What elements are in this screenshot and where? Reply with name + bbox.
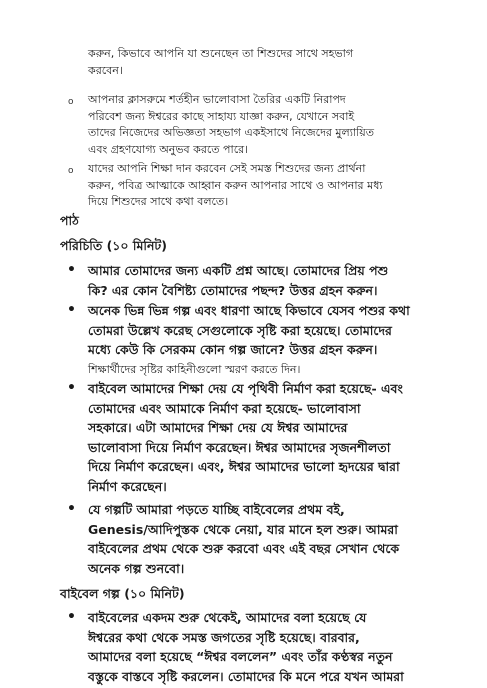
text-line: বাইবেলের প্রথম থেকে শুরু করবো এবং এই বছর সেখান থেকে bbox=[88, 541, 400, 557]
text-line: তোমরা উল্লেখ করেছ সেগুলোকে সৃষ্টি করা হয়েছে। তোমাদের bbox=[88, 322, 392, 338]
text-line: কি? এর কোন বৈশিষ্ট্য তোমাদের পছন্দ? উত্তর গ্রহন করুন। bbox=[88, 282, 378, 298]
text-line: শিক্ষার্থীদের সৃষ্টির কাহিনীগুলো স্মরণ করতে দিন। bbox=[88, 362, 301, 376]
intro-item-3 bbox=[88, 379, 440, 497]
bullet-icon: • bbox=[67, 302, 76, 318]
section-heading-lesson: পাঠ bbox=[60, 213, 79, 228]
story-item-1 bbox=[88, 608, 440, 686]
section-heading-bible-story: বাইবেল গল্প (১০ মিনিট) bbox=[60, 586, 185, 601]
sub-item-2 bbox=[88, 92, 428, 158]
text-line: পরিবেশ জন্য ঈশ্বরের কাছে সাহায্য যাজ্ঞা করুন, যেখানে সবাই bbox=[88, 109, 355, 123]
text-line: নির্মাণ করেছেন। bbox=[88, 478, 167, 494]
intro-item-4 bbox=[88, 500, 440, 578]
text-line: এবং গ্রহণযোগ্য অনুভব করতে পারে। bbox=[88, 142, 249, 156]
section-heading-introduction: পরিচিতি (১০ মিনিট) bbox=[60, 238, 167, 253]
text-line: বাইবেল আমাদের শিক্ষা দেয় যে পৃথিবী নির্মাণ করা হয়েছে- এবং bbox=[88, 381, 403, 396]
text-line: সহকারে। এটা আমাদের শিক্ষা দেয় যে ঈশ্বর আমাদের bbox=[88, 420, 348, 436]
text-line: বস্তুকে বাস্তবে সৃষ্টি করলেন। তোমাদের কি মনে পরে যখন আমরা bbox=[88, 668, 404, 684]
bullet-icon: • bbox=[67, 609, 76, 625]
bullet-icon: • bbox=[67, 501, 76, 517]
text-line: যাদের আপনি শিক্ষা দান করবেন সেই সমস্ত শিশুদের জন্য প্রার্থনা bbox=[88, 162, 366, 175]
intro-item-1 bbox=[88, 261, 440, 300]
text-line: ভালোবাসা দিয়ে নির্মাণ করেছেন। ঈশ্বর আমাদের সৃজনশীলতা bbox=[88, 439, 391, 455]
text-line: ঈশ্বরের কথা থেকে সমস্ত জগতের সৃষ্টি হয়েছে। বারবার, bbox=[88, 629, 360, 645]
circle-bullet-icon: o bbox=[68, 97, 74, 107]
text-line: বাইবেলের একদম শুরু থেকেই, আমাদের বলা হয়েছে যে bbox=[88, 610, 367, 625]
circle-bullet-icon: o bbox=[68, 166, 74, 176]
text-line: তাদের নিজেদের অভিজ্ঞতা সহভাগ একইসাথে নিজেদের মুল্যায়িত bbox=[88, 126, 374, 140]
sub-item-3 bbox=[88, 161, 428, 211]
text-line: তোমাদের এবং আমাকে নির্মাণ করা হয়েছে- ভালোবাসা bbox=[88, 400, 361, 416]
text-line: আমার তোমাদের জন্য একটি প্রশ্ন আছে। তোমাদের প্রিয় পশু bbox=[88, 263, 389, 278]
text-line: করুন, কিভাবে আপনি যা শুনেছেন তা শিশুদের সাথে সহভাগ bbox=[88, 47, 354, 60]
text-line: আমাদের বলা হয়েছে “ঈশ্বর বললেন” এবং তাঁর কণ্ঠস্বর নতুন bbox=[88, 649, 393, 665]
text-line: Genesis/আদিপুস্তক থেকে নেয়া, যার মানে হল শুরু। আমরা bbox=[88, 521, 398, 537]
text-line: আপনার ক্লাসরুমে শর্তহীন ভালোবাসা তৈরির একটি নিরাপদ bbox=[88, 93, 346, 106]
text-line: মধ্যে কেউ কি সেরকম কোন গল্প জানে? উত্তর গ্রহন করুন। bbox=[88, 342, 378, 358]
text-line: দিয়ে শিশুদের সাথে কথা বলতে। bbox=[88, 195, 229, 209]
text-line: দিয়ে নির্মাণ করেছেন। এবং, ঈশ্বর আমাদের ভালো হৃদয়ের দ্বারা bbox=[88, 459, 400, 475]
text-line: যে গল্পটি আমারা পড়তে যাচ্ছি বাইবেলের প্রথম বই, bbox=[88, 502, 345, 517]
sub-item-1 bbox=[88, 46, 428, 79]
text-line: অনেক গল্প শুনবো। bbox=[88, 560, 185, 576]
text-line: করবেন। bbox=[88, 63, 123, 77]
bullet-icon: • bbox=[67, 380, 76, 396]
text-line: অনেক ভিন্ন ভিন্ন গল্প এবং ধারণা আছে কিভাবে যেসব পশুর কথা bbox=[88, 303, 410, 318]
bullet-icon: • bbox=[67, 262, 76, 278]
intro-item-2 bbox=[88, 301, 440, 379]
text-line: করুন, পবিত্র আত্মাকে আহ্বান করুন আপনার সাথে ও আপনার মধ্য bbox=[88, 178, 383, 192]
